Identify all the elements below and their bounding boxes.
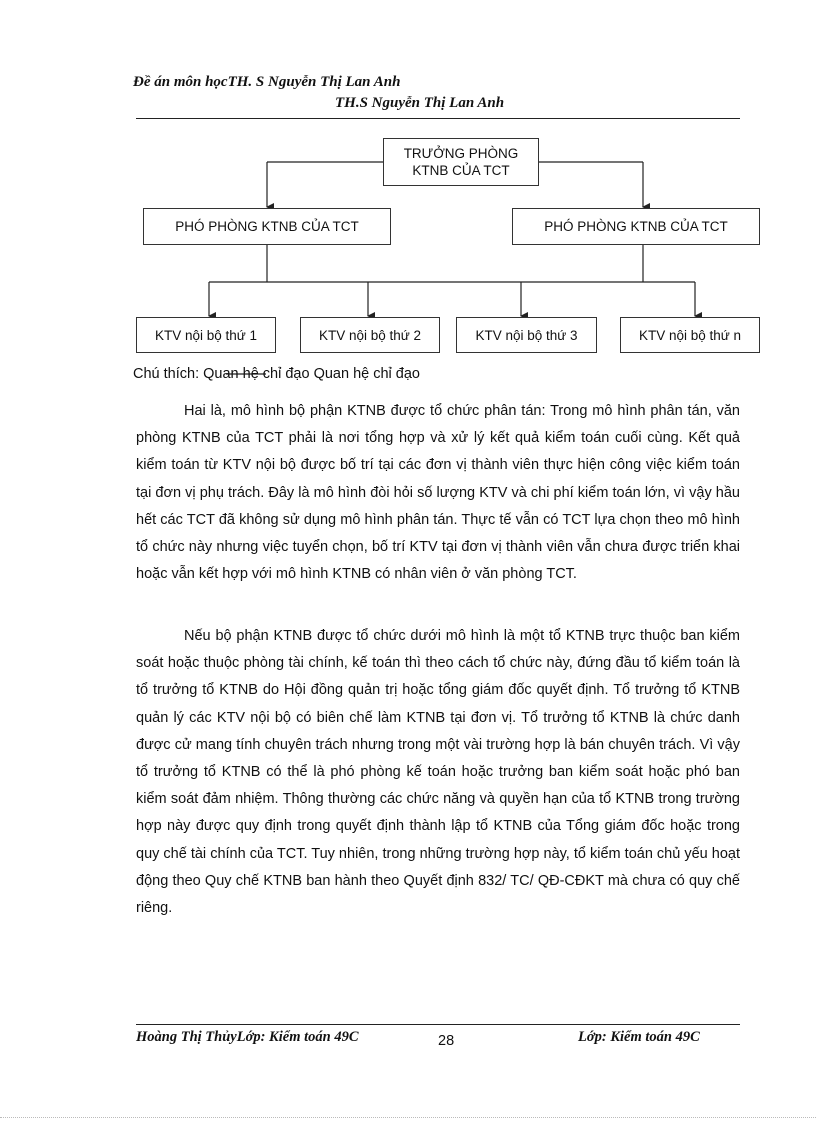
footer-author-class: Hoàng Thị ThủyLớp: Kiểm toán 49C xyxy=(136,1029,359,1045)
org-box-auditor-4: KTV nội bộ thứ n xyxy=(620,317,760,353)
footer-class: Lớp: Kiểm toán 49C xyxy=(578,1029,700,1045)
org-box-deputy-2: PHÓ PHÒNG KTNB CỦA TCT xyxy=(512,208,760,245)
org-box-head-line2: KTNB CỦA TCT xyxy=(412,163,510,178)
footer-rule xyxy=(136,1024,740,1025)
caption-label: Chú thích: xyxy=(133,366,200,382)
chart-caption xyxy=(133,366,420,382)
page-bottom-border xyxy=(0,1117,816,1118)
header-line-1: Đề án môn họcTH. S Nguyễn Thị Lan Anh xyxy=(133,74,401,90)
org-box-head-line1: TRƯỞNG PHÒNG xyxy=(403,146,519,161)
org-box-head xyxy=(383,138,539,186)
org-box-auditor-2: KTV nội bộ thứ 2 xyxy=(300,317,440,353)
body-paragraph-1: Hai là, mô hình bộ phận KTNB được tổ chức phân tán: Trong mô hình phân tán, văn phòng KTNB của TCT phải là nơi tổng hợp và xử lý kết quả kiểm toán cuối cùng. Kết quả kiểm toán từ KTV nội bộ được bố trí tại các đơn vị thành viên thực hiện công việc kiểm toán tại đơn vị phụ trách. Đây là mô hình đòi hỏi số lượng KTV và chi phí kiểm toán lớn, vì vậy hầu hết các TCT đã không sử dụng mô hình phân tán. Thực tế vẫn có TCT lựa chọn theo mô hình tổ chức này nhưng việc tuyển chọn, bố trí KTV tại đơn vị thành viên vẫn chưa được triển khai hoặc vẫn kết hợp với mô hình KTNB có nhân viên ở văn phòng TCT. xyxy=(136,403,740,583)
org-box-auditor-3: KTV nội bộ thứ 3 xyxy=(456,317,597,353)
org-box-auditor-1: KTV nội bộ thứ 1 xyxy=(136,317,276,353)
header-line-2: TH.S Nguyễn Thị Lan Anh xyxy=(335,95,505,111)
caption-text: Quan hệ chỉ đạo Quan hệ chỉ đạo xyxy=(203,366,420,382)
page-number: 28 xyxy=(438,1033,455,1049)
org-box-deputy-1: PHÓ PHÒNG KTNB CỦA TCT xyxy=(143,208,391,245)
body-paragraph-2: Nếu bộ phận KTNB được tổ chức dưới mô hình là một tổ KTNB trực thuộc ban kiểm soát hoặc thuộc phòng tài chính, kế toán thì theo cách tổ chức này, đứng đầu tổ kiểm toán là tổ trưởng tổ KTNB do Hội đồng quản trị hoặc tổng giám đốc quyết định. Tổ trưởng tổ KTNB quản lý các KTV nội bộ có biên chế làm KTNB tại đơn vị. Tổ trưởng tổ KTNB là chức danh được cử mang tính chuyên trách nhưng trong một vài trường hợp là bán chuyên trách. Vì vậy tổ trưởng tổ KTNB có thể là phó phòng kế toán hoặc trưởng ban kiểm soát hoặc phó ban kiểm soát đảm nhiệm. Thông thường các chức năng và quyền hạn của tổ KTNB trong trường hợp này được quy định trong quyết định thành lập tổ KTNB của Tổng giám đốc hoặc trong quy chế tài chính của TCT. Tuy nhiên, trong những trường hợp này, tổ kiểm toán chủ yếu hoạt động theo Quy chế KTNB ban hành theo Quyết định 832/ TC/ QĐ-CĐKT mà chưa có quy chế riêng. xyxy=(136,628,740,917)
